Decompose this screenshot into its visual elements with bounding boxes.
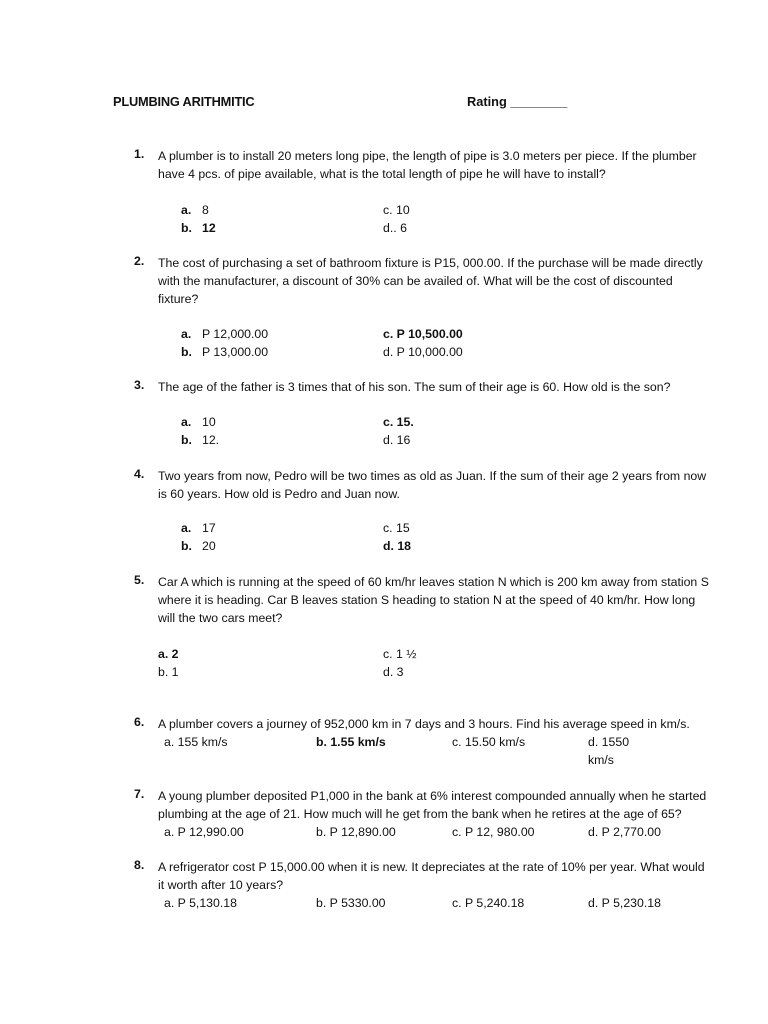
answer-options xyxy=(181,325,714,361)
option-a: a. P 12,990.00 xyxy=(164,825,244,839)
question-8 xyxy=(134,858,714,912)
answer-options xyxy=(181,413,714,449)
option-c: c. 15.50 km/s xyxy=(452,735,526,749)
question-number: 8. xyxy=(134,858,145,872)
option-b: b. 1 xyxy=(158,665,179,679)
option-a: a. P 5,130.18 xyxy=(164,896,237,910)
option-a: a. 8 xyxy=(181,203,209,217)
option-c: c. P 5,240.18 xyxy=(452,896,525,910)
question-text: A refrigerator cost P 15,000.00 when it is new. It depreciates at the rate of 10% per year. What would it worth after 10 years? xyxy=(158,860,705,892)
question-1 xyxy=(134,147,714,237)
question-text: A young plumber deposited P1,000 in the bank at 6% interest compounded annually when he started plumbing at the age of 21. How much will he get from the bank when he retires at the age of 65? xyxy=(158,789,707,821)
option-b: b. 20 xyxy=(181,539,216,553)
question-text: A plumber is to install 20 meters long pipe, the length of pipe is 3.0 meters per piece. If the plumber have 4 pcs. of pipe available, what is the total length of pipe he will have to install? xyxy=(158,149,697,181)
option-b: b. P 12,890.00 xyxy=(316,825,396,839)
option-a: a. 2 xyxy=(158,647,179,661)
option-c: c. P 10,500.00 xyxy=(383,327,463,341)
question-text: The age of the father is 3 times that of his son. The sum of their age is 60. How old is the son? xyxy=(158,380,671,394)
question-number: 3. xyxy=(134,378,145,392)
option-b: b. 1.55 km/s xyxy=(316,735,386,749)
question-6 xyxy=(134,715,714,769)
question-number: 6. xyxy=(134,715,145,729)
answer-options xyxy=(181,201,714,237)
option-a: a. P 12,000.00 xyxy=(181,327,269,341)
question-2 xyxy=(134,254,714,361)
rating-field: Rating ________ xyxy=(467,94,568,109)
page-title: PLUMBING ARITHMITIC xyxy=(113,94,255,109)
question-text: Car A which is running at the speed of 60 km/hr leaves station N which is 200 km away from station S where it is heading. Car B leaves station S heading to station N at the speed of 40 km/hr. How long will the two cars meet? xyxy=(158,575,709,625)
option-c: c. 15. xyxy=(383,415,414,429)
option-d: d. P 10,000.00 xyxy=(383,345,463,359)
question-number: 2. xyxy=(134,254,145,268)
option-d: d. 16 xyxy=(383,433,411,447)
option-d: d. 1550 xyxy=(588,735,630,749)
question-number: 4. xyxy=(134,467,145,481)
option-c: c. 1 ½ xyxy=(383,647,417,661)
option-d: d. 3 xyxy=(383,665,404,679)
option-b: b. 12. xyxy=(181,433,220,447)
option-d: d. 18 xyxy=(383,539,412,553)
question-7 xyxy=(134,787,714,841)
option-a: a. 10 xyxy=(181,415,216,429)
answer-options xyxy=(158,645,714,681)
question-text: The cost of purchasing a set of bathroom fixture is P15, 000.00. If the purchase will be made directly with the manufacturer, a discount of 30% can be availed of. What will be the cost of discounted fixture? xyxy=(158,256,703,306)
question-number: 5. xyxy=(134,573,145,587)
option-b: b. 12 xyxy=(181,221,216,235)
option-a: a. 17 xyxy=(181,521,216,535)
question-number: 1. xyxy=(134,147,145,161)
question-number: 7. xyxy=(134,787,145,801)
answer-options xyxy=(164,823,714,841)
answer-options xyxy=(164,894,714,912)
question-4 xyxy=(134,467,714,555)
question-text: A plumber covers a journey of 952,000 km in 7 days and 3 hours. Find his average speed in km/s. xyxy=(158,717,690,731)
option-c: c. 15 xyxy=(383,521,410,535)
question-text: Two years from now, Pedro will be two times as old as Juan. If the sum of their age 2 years from now is 60 years. How old is Pedro and Juan now. xyxy=(158,469,707,501)
answer-options xyxy=(164,733,714,769)
option-b: b. P 5330.00 xyxy=(316,896,386,910)
option-c: c. 10 xyxy=(383,203,410,217)
option-d-unit: km/s xyxy=(588,753,614,767)
option-c: c. P 12, 980.00 xyxy=(452,825,535,839)
question-5 xyxy=(134,573,714,681)
answer-options xyxy=(181,519,714,555)
option-a: a. 155 km/s xyxy=(164,735,228,749)
option-d: d. P 2,770.00 xyxy=(588,825,661,839)
option-d: d.. 6 xyxy=(383,221,407,235)
option-d: d. P 5,230.18 xyxy=(588,896,661,910)
question-3 xyxy=(134,378,714,449)
option-b: b. P 13,000.00 xyxy=(181,345,269,359)
